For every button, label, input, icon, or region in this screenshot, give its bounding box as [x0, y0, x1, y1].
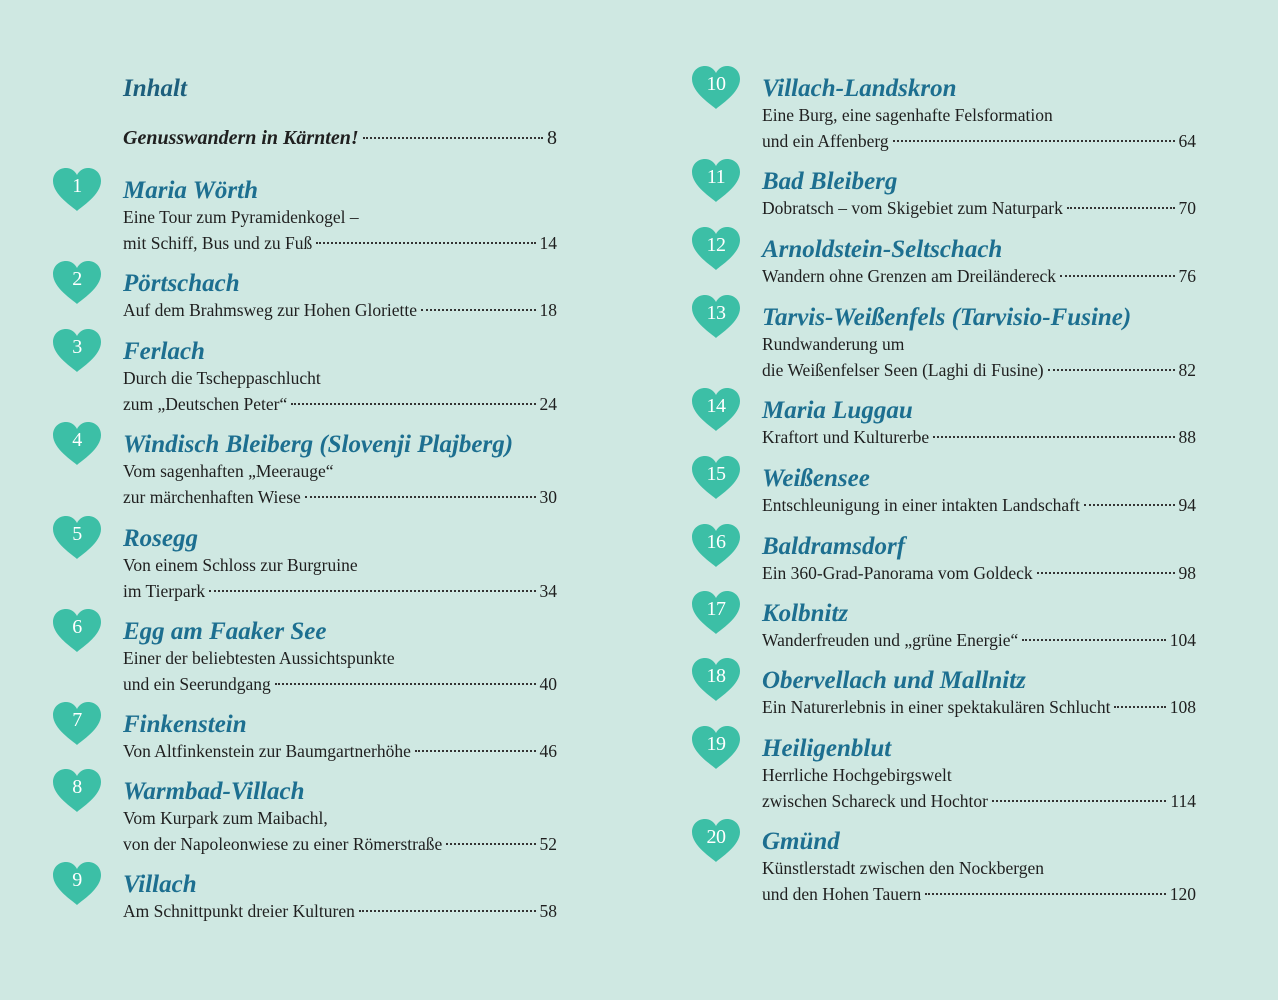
chapter-subtitle-line: [762, 129, 1196, 155]
leader-dots: [209, 590, 535, 592]
chapter-title: Obervellach und Mallnitz: [762, 667, 1026, 694]
page-number: 24: [539, 393, 557, 414]
heart-icon: [51, 768, 103, 818]
chapter-title: Rosegg: [123, 525, 198, 552]
toc-entry[interactable]: [72, 869, 557, 925]
page-number: 64: [1178, 130, 1196, 151]
chapter-subtitle-line: Eine Burg, eine sagenhafte Felsformation: [762, 105, 1053, 125]
chapter-number: 11: [706, 166, 726, 188]
chapter-subtitle-line: Vom Kurpark zum Maibachl,: [123, 808, 328, 828]
leader-dots: [446, 843, 535, 845]
leader-dots: [1048, 369, 1175, 371]
page-number: 58: [539, 901, 557, 921]
chapter-title: Pörtschach: [123, 270, 240, 297]
chapter-subtitle-text: Wandern ohne Grenzen am Dreiländereck: [762, 266, 1056, 286]
chapter-subtitle-line: Durch die Tscheppaschlucht: [123, 368, 321, 388]
heart-icon: [690, 455, 742, 505]
toc-entry[interactable]: [72, 268, 557, 324]
chapter-subtitle-line: [123, 739, 557, 765]
chapter-subtitle-text: die Weißenfelser Seen (Laghi di Fusine): [762, 359, 1044, 380]
page-number: 88: [1178, 427, 1196, 447]
chapter-subtitle-line: Von einem Schloss zur Burgruine: [123, 555, 358, 575]
page-heading: Inhalt: [123, 75, 187, 102]
toc-entry[interactable]: [706, 166, 1196, 222]
chapter-subtitle-text: Dobratsch – vom Skigebiet zum Naturpark: [762, 198, 1063, 218]
leader-dots: [1060, 275, 1175, 277]
toc-entry[interactable]: [706, 395, 1196, 451]
page-number: 18: [539, 300, 557, 320]
chapter-title: Weißensee: [762, 465, 870, 492]
page-number: 120: [1169, 883, 1196, 904]
heart-icon: [690, 818, 742, 868]
chapter-subtitle-text: von der Napoleonwiese zu einer Römerstraße: [123, 833, 443, 854]
chapter-subtitle-line: [123, 485, 557, 511]
intro-title: Genusswandern in Kärnten!: [123, 127, 359, 149]
toc-entry[interactable]: [72, 429, 557, 510]
heart-icon: [51, 515, 103, 565]
chapter-number: 8: [72, 776, 82, 798]
toc-entry[interactable]: [72, 776, 557, 857]
page-number: 70: [1178, 198, 1196, 218]
intro-entry[interactable]: [123, 124, 557, 152]
chapter-title: Warmbad-Villach: [123, 778, 305, 805]
heart-icon: [690, 226, 742, 276]
toc-entry[interactable]: [706, 826, 1196, 907]
toc-entry[interactable]: [706, 73, 1196, 154]
chapter-number: 13: [706, 302, 726, 324]
chapter-subtitle-line: [762, 628, 1196, 654]
chapter-number: 18: [706, 665, 726, 687]
chapter-subtitle-text: Ein Naturerlebnis in einer spektakulären Schlucht: [762, 697, 1111, 717]
page-number: 104: [1169, 630, 1196, 650]
chapter-subtitle-line: [123, 298, 557, 324]
page-number: 34: [539, 580, 557, 601]
chapter-subtitle-line: Künstlerstadt zwischen den Nockbergen: [762, 858, 1045, 878]
chapter-title: Tarvis-Weißenfels (Tarvisio-Fusine): [762, 304, 1132, 331]
chapter-subtitle-line: [123, 579, 557, 605]
toc-entry[interactable]: [72, 616, 557, 697]
toc-entry[interactable]: [72, 175, 557, 256]
heart-icon: [690, 65, 742, 115]
toc-entry[interactable]: [706, 598, 1196, 654]
chapter-subtitle-text: Entschleunigung in einer intakten Landschaft: [762, 495, 1080, 515]
leader-dots: [1022, 639, 1165, 641]
chapter-subtitle-text: im Tierpark: [123, 580, 206, 601]
leader-dots: [415, 750, 536, 752]
chapter-title: Windisch Bleiberg (Slovenji Plajberg): [123, 431, 514, 458]
chapter-title: Villach: [123, 871, 197, 898]
chapter-subtitle-line: [762, 882, 1196, 908]
chapter-number: 14: [706, 395, 726, 417]
chapter-title: Maria Luggau: [762, 397, 913, 424]
chapter-subtitle-text: und ein Seerundgang: [123, 673, 271, 694]
chapter-subtitle-text: Auf dem Brahmsweg zur Hohen Gloriette: [123, 300, 418, 320]
chapter-subtitle-text: zum „Deutschen Peter“: [123, 393, 288, 414]
toc-entry[interactable]: [706, 463, 1196, 519]
chapter-number: 6: [72, 616, 82, 638]
chapter-subtitle-text: Ein 360-Grad-Panorama vom Goldeck: [762, 563, 1033, 583]
heart-icon: [51, 701, 103, 751]
chapter-number: 5: [72, 523, 82, 545]
heart-icon: [690, 294, 742, 344]
page-number: 30: [539, 486, 557, 507]
chapter-number: 17: [706, 598, 726, 620]
chapter-subtitle-line: [123, 899, 557, 925]
chapter-title: Egg am Faaker See: [123, 618, 327, 645]
toc-entry[interactable]: [72, 709, 557, 765]
leader-dots: [316, 242, 535, 244]
chapter-number: 1: [72, 175, 82, 197]
chapter-subtitle-line: [762, 789, 1196, 815]
chapter-title: Heiligenblut: [762, 735, 892, 762]
chapter-title: Gmünd: [762, 828, 840, 855]
chapter-title: Bad Bleiberg: [762, 168, 898, 195]
page-number: 14: [539, 232, 557, 253]
page-number: 52: [539, 833, 557, 854]
page-number: 114: [1170, 790, 1196, 811]
leader-dots: [305, 496, 536, 498]
leader-dots: [992, 800, 1166, 802]
heart-icon: [690, 158, 742, 208]
heart-icon: [51, 608, 103, 658]
chapter-number: 12: [706, 234, 726, 256]
toc-entry[interactable]: [706, 302, 1196, 383]
leader-dots: [291, 403, 535, 405]
chapter-title: Finkenstein: [123, 711, 247, 738]
chapter-subtitle-text: Am Schnittpunkt dreier Kulturen: [123, 901, 355, 921]
leader-dots: [1067, 207, 1175, 209]
heart-icon: [51, 167, 103, 217]
chapter-number: 15: [706, 463, 726, 485]
heart-icon: [690, 657, 742, 707]
chapter-subtitle-line: Rundwanderung um: [762, 334, 905, 354]
leader-dots: [893, 140, 1175, 142]
chapter-subtitle-line: [123, 832, 557, 858]
leader-dots: [421, 309, 535, 311]
chapter-subtitle-line: [762, 196, 1196, 222]
chapter-subtitle-line: Herrliche Hochgebirgswelt: [762, 765, 952, 785]
heart-icon: [690, 387, 742, 437]
chapter-number: 4: [72, 429, 82, 451]
chapter-subtitle-line: [123, 392, 557, 418]
page-number: 108: [1169, 697, 1196, 717]
chapter-subtitle-line: [123, 231, 557, 257]
chapter-title: Arnoldstein-Seltschach: [762, 236, 1003, 263]
right-page: [639, 0, 1278, 1000]
chapter-subtitle-text: Wanderfreuden und „grüne Energie“: [762, 630, 1019, 650]
chapter-number: 16: [706, 531, 726, 553]
intro-page-number: 8: [547, 127, 557, 149]
chapter-subtitle-line: Vom sagenhaften „Meerauge“: [123, 461, 334, 481]
chapter-number: 10: [706, 73, 726, 95]
chapter-title: Baldramsdorf: [762, 533, 906, 560]
page-number: 94: [1178, 495, 1196, 515]
chapter-title: Villach-Landskron: [762, 75, 957, 102]
leader-dots: [925, 893, 1165, 895]
chapter-number: 7: [72, 709, 82, 731]
chapter-title: Kolbnitz: [762, 600, 849, 627]
leader-dots: [275, 683, 536, 685]
toc-entry[interactable]: [72, 523, 557, 604]
chapter-subtitle-line: [762, 358, 1196, 384]
toc-entry[interactable]: [706, 234, 1196, 290]
chapter-number: 9: [72, 869, 82, 891]
chapter-subtitle-text: zur märchenhaften Wiese: [123, 486, 301, 507]
page-number: 76: [1178, 266, 1196, 286]
leader-dots: [363, 137, 543, 139]
page-number: 82: [1178, 359, 1196, 380]
chapter-subtitle-text: und ein Affenberg: [762, 130, 889, 151]
heart-icon: [690, 725, 742, 775]
heart-icon: [51, 421, 103, 471]
heart-icon: [51, 861, 103, 911]
chapter-number: 19: [706, 733, 726, 755]
chapter-subtitle-line: [762, 264, 1196, 290]
leader-dots: [1037, 572, 1175, 574]
chapter-subtitle-line: [762, 425, 1196, 451]
chapter-subtitle-text: Von Altfinkenstein zur Baumgartnerhöhe: [123, 741, 411, 761]
chapter-subtitle-text: Kraftort und Kulturerbe: [762, 427, 930, 447]
chapter-subtitle-text: und den Hohen Tauern: [762, 883, 922, 904]
chapter-subtitle-line: Eine Tour zum Pyramidenkogel –: [123, 207, 359, 227]
chapter-subtitle-text: zwischen Schareck und Hochtor: [762, 790, 988, 811]
heart-icon: [51, 328, 103, 378]
page-number: 46: [539, 741, 557, 761]
leader-dots: [1114, 706, 1165, 708]
chapter-subtitle-line: [762, 695, 1196, 721]
chapter-subtitle-line: Einer der beliebtesten Aussichtspunkte: [123, 648, 395, 668]
chapter-subtitle-line: [123, 672, 557, 698]
toc-entry[interactable]: [706, 733, 1196, 814]
chapter-subtitle-text: mit Schiff, Bus und zu Fuß: [123, 232, 313, 253]
toc-entry[interactable]: [706, 665, 1196, 721]
leader-dots: [1084, 504, 1175, 506]
chapter-number: 3: [72, 336, 82, 358]
heart-icon: [51, 260, 103, 310]
chapter-subtitle-line: [762, 561, 1196, 587]
chapter-title: Maria Wörth: [123, 177, 259, 204]
heart-icon: [690, 590, 742, 640]
heart-icon: [690, 523, 742, 573]
chapter-title: Ferlach: [123, 338, 205, 365]
toc-entry[interactable]: [72, 336, 557, 417]
leader-dots: [359, 910, 536, 912]
chapter-number: 2: [72, 268, 82, 290]
chapter-number: 20: [706, 826, 726, 848]
chapter-subtitle-line: [762, 493, 1196, 519]
page-number: 40: [539, 673, 557, 694]
page-number: 98: [1178, 563, 1196, 583]
toc-entry[interactable]: [706, 531, 1196, 587]
leader-dots: [933, 436, 1174, 438]
